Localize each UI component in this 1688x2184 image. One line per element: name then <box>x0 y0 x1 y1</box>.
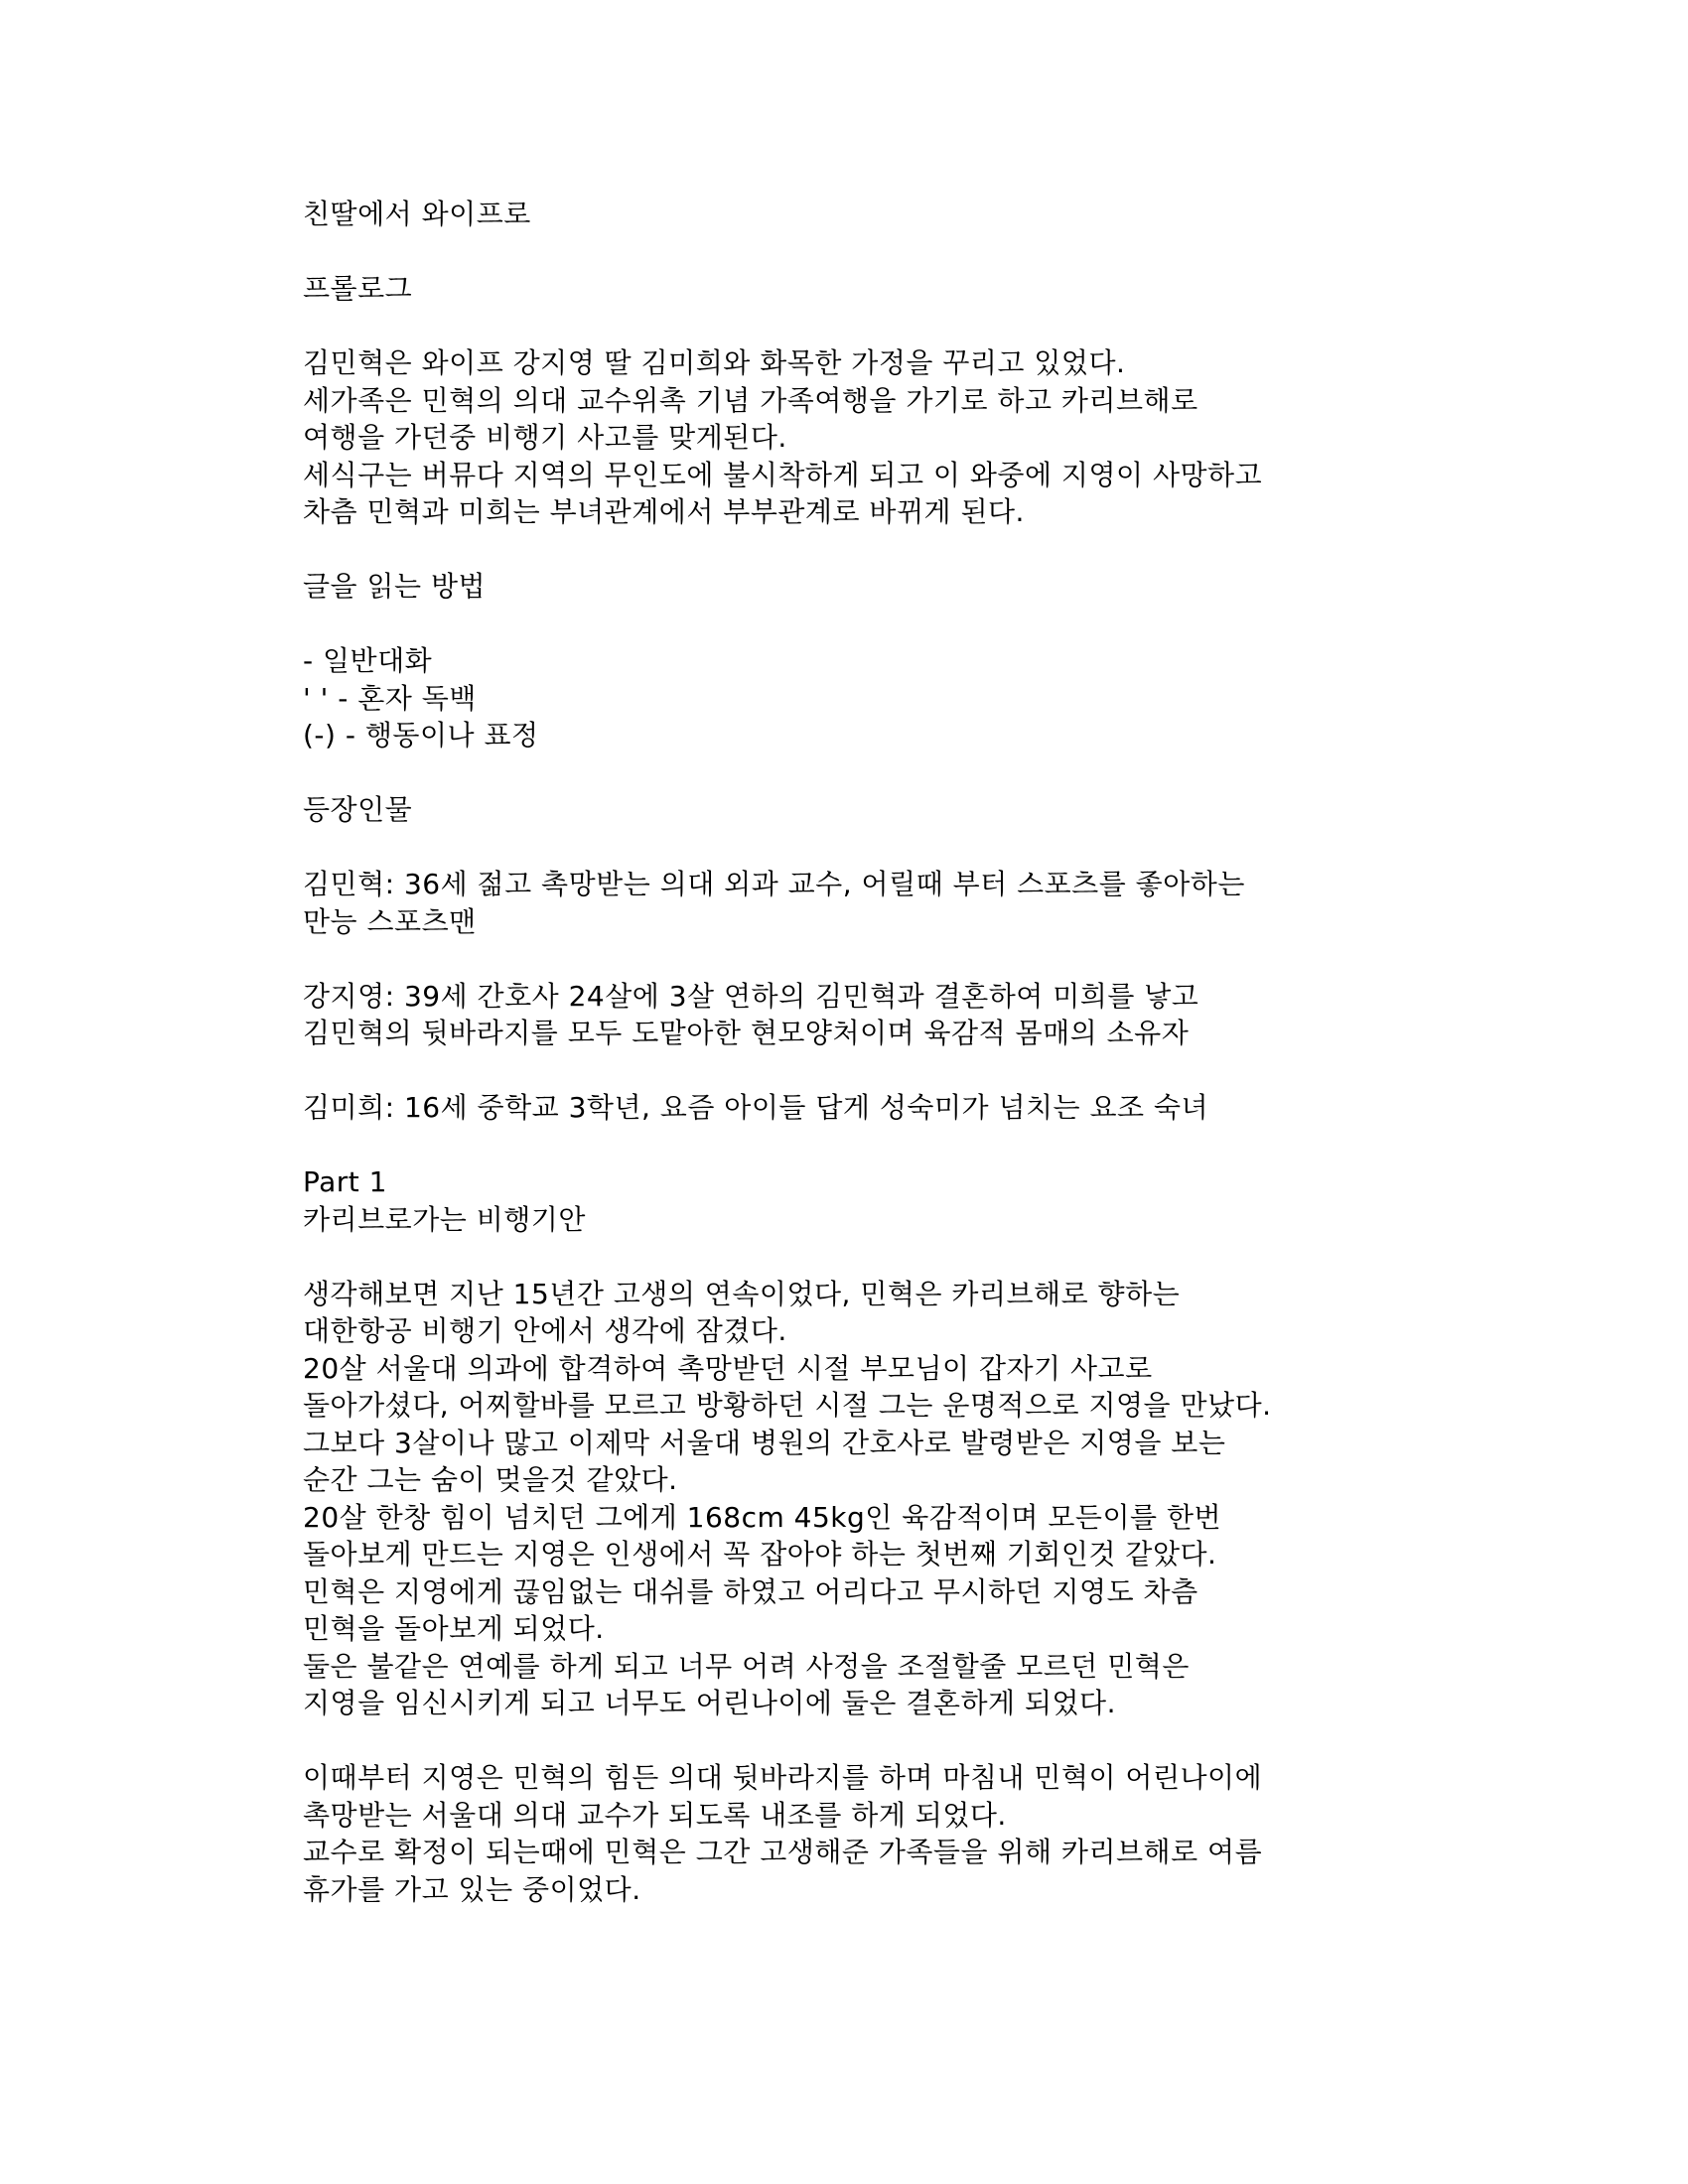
prologue-line: 세가족은 민혁의 의대 교수위촉 기념 가족여행을 가기로 하고 카리브해로 <box>303 383 1198 417</box>
body-line: 그보다 3살이나 많고 이제막 서울대 병원의 간호사로 발령받은 지영을 보는 <box>303 1426 1226 1459</box>
body-line: 돌아보게 만드는 지영은 인생에서 꼭 잡아야 하는 첫번째 기회인것 같았다. <box>303 1538 1217 1570</box>
body-line: 이때부터 지영은 민혁의 힘든 의대 뒷바라지를 하며 마침내 민혁이 어린나이에 <box>303 1761 1263 1794</box>
body-line: 민혁은 지영에게 끊임없는 대쉬를 하였고 어리다고 무시하던 지영도 차츰 <box>303 1574 1198 1608</box>
body-line: 20살 서울대 의과에 합격하여 촉망받던 시절 부모님이 갑자기 사고로 <box>303 1351 1153 1385</box>
body-line: 교수로 확정이 되는때에 민혁은 그간 고생해준 가족들을 위해 카리브해로 여름 <box>303 1836 1263 1868</box>
character-description: 김미희: 16세 중학교 3학년, 요즘 아이들 답게 성숙미가 넘치는 요조 숙녀 <box>303 1091 1209 1124</box>
body-line: 민혁을 돌아보게 되었다. <box>303 1612 605 1645</box>
part-subheading: 카리브로가는 비행기안 <box>303 1202 586 1236</box>
body-line: 돌아가셨다, 어찌할바를 모르고 방황하던 시절 그는 운명적으로 지영을 만났다. <box>303 1389 1272 1422</box>
character-description: 김민혁의 뒷바라지를 모두 도맡아한 현모양처이며 육감적 몸매의 소유자 <box>303 1017 1190 1049</box>
document-title: 친딸에서 와이프로 <box>303 198 531 230</box>
body-line: 휴가를 가고 있는 중이었다. <box>303 1872 641 1906</box>
prologue-line: 여행을 가던중 비행기 사고를 맞게된다. <box>303 421 787 454</box>
character-description: 만능 스포츠맨 <box>303 904 477 938</box>
body-line: 대한항공 비행기 안에서 생각에 잠겼다. <box>303 1314 787 1347</box>
reading-rule: ' ' - 혼자 독백 <box>303 681 477 715</box>
prologue-line: 김민혁은 와이프 강지영 딸 김미희와 화목한 가정을 꾸리고 있었다. <box>303 346 1126 379</box>
character-description: 김민혁: 36세 젊고 촉망받는 의대 외과 교수, 어릴때 부터 스포츠를 좋아하는 <box>303 868 1245 900</box>
reading-rule: (-) - 행동이나 표정 <box>303 719 539 751</box>
body-line: 순간 그는 숨이 멎을것 같았다. <box>303 1463 678 1496</box>
reading-heading: 글을 읽는 방법 <box>303 570 487 603</box>
prologue-line: 세식구는 버뮤다 지역의 무인도에 불시착하게 되고 이 와중에 지영이 사망하고 <box>303 458 1263 491</box>
body-line: 지영을 임신시키게 되고 너무도 어린나이에 둘은 결혼하게 되었다. <box>303 1687 1117 1719</box>
characters-heading: 등장인물 <box>303 793 413 826</box>
document-page <box>303 196 1415 1908</box>
body-line: 촉망받는 서울대 의대 교수가 되도록 내조를 하게 되었다. <box>303 1798 1007 1832</box>
prologue-line: 차츰 민혁과 미희는 부녀관계에서 부부관계로 바뀌게 된다. <box>303 495 1025 528</box>
body-line: 20살 한창 힘이 넘치던 그에게 168cm 45kg인 육감적이며 모든이를 한번 <box>303 1500 1222 1534</box>
prologue-heading: 프롤로그 <box>303 272 413 305</box>
body-line: 생각해보면 지난 15년간 고생의 연속이었다, 민혁은 카리브해로 향하는 <box>303 1277 1181 1310</box>
body-line: 둘은 불같은 연예를 하게 되고 너무 어려 사정을 조절할줄 모르던 민혁은 <box>303 1649 1190 1683</box>
character-description: 강지영: 39세 간호사 24살에 3살 연하의 김민혁과 결혼하여 미희를 낳고 <box>303 979 1199 1013</box>
reading-rule: - 일반대화 <box>303 644 433 677</box>
part-heading: Part 1 <box>303 1165 387 1198</box>
